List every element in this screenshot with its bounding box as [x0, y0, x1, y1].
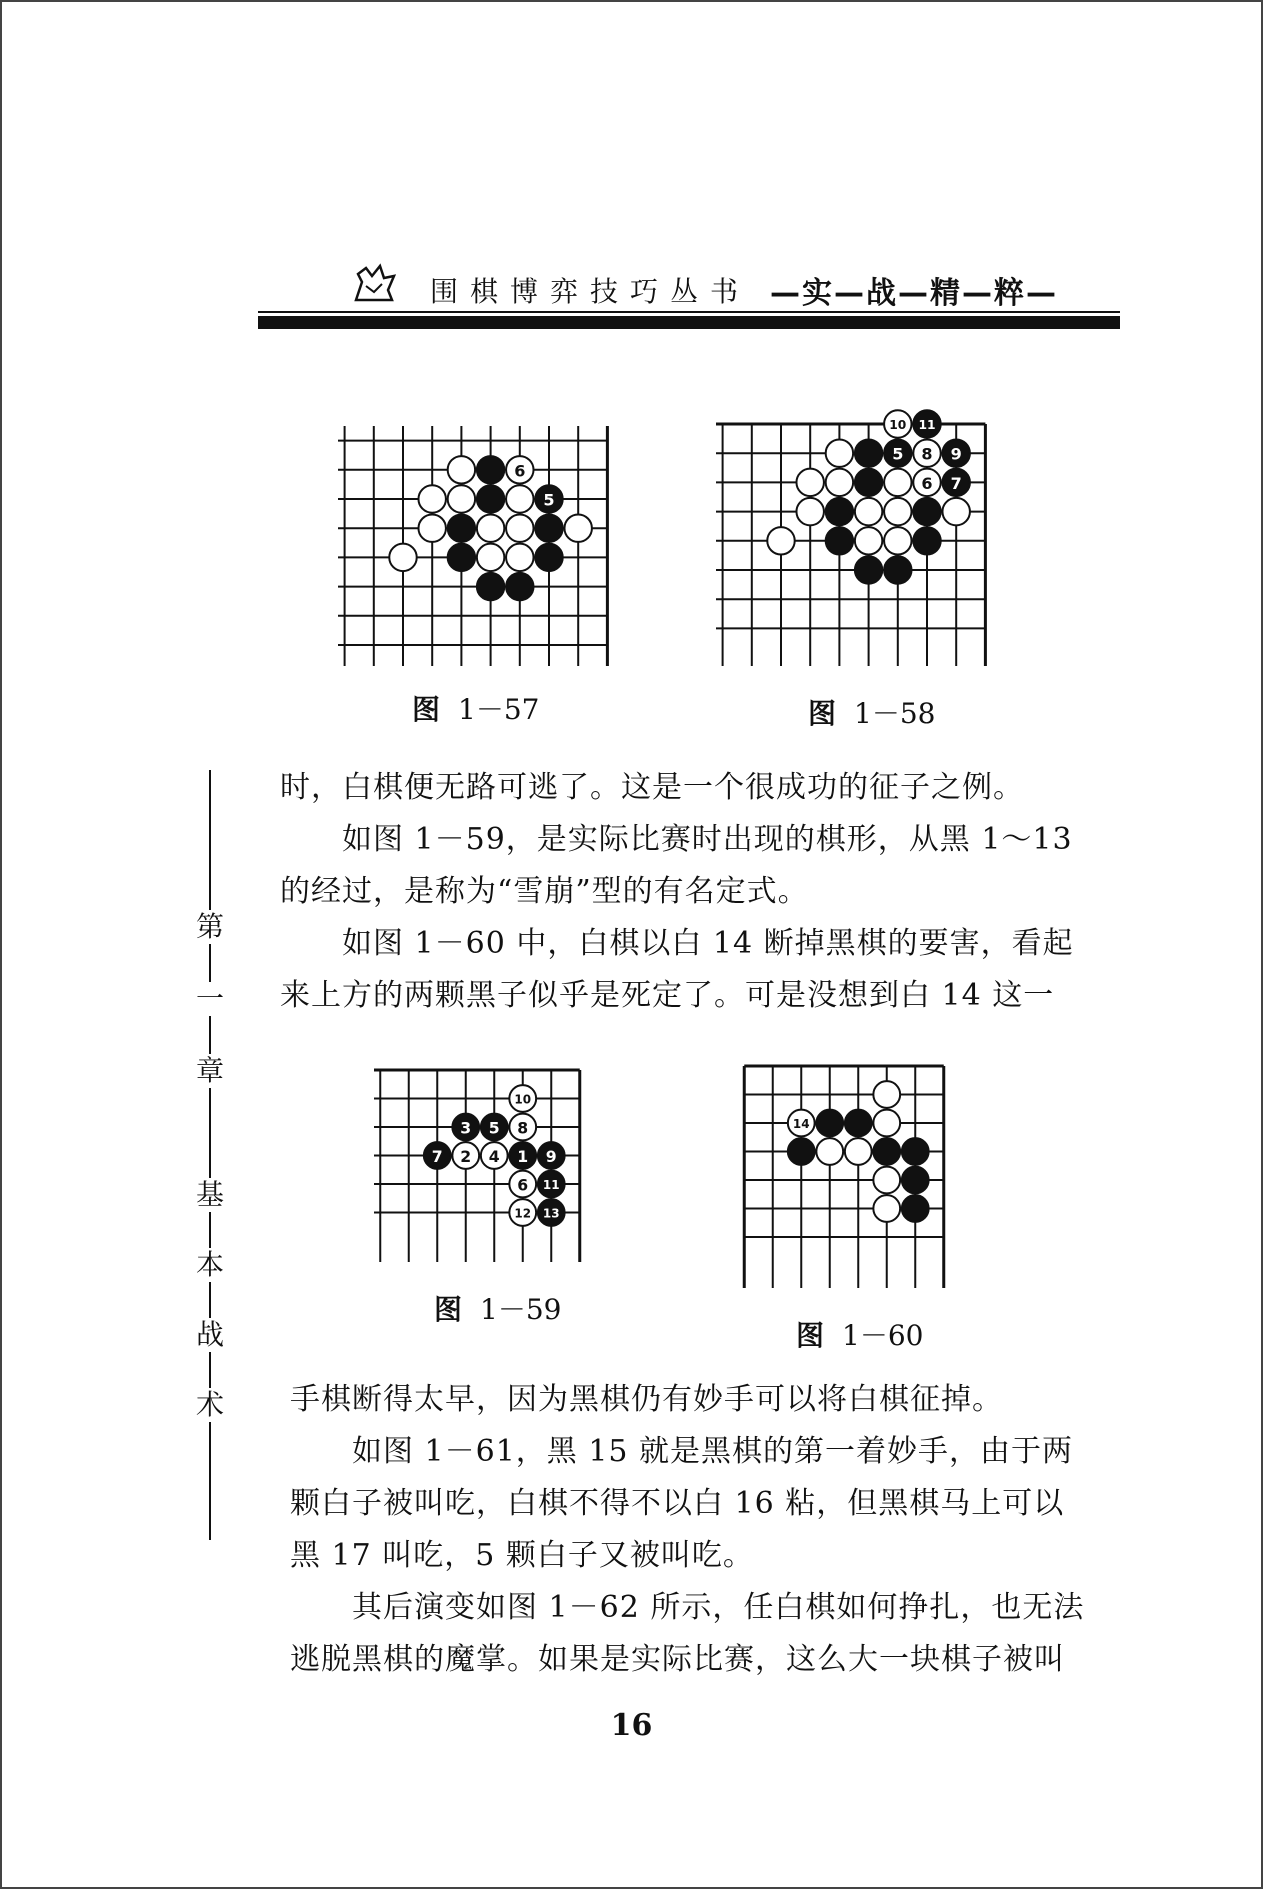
white-stone	[826, 469, 853, 496]
text-block-2	[290, 1374, 1130, 1686]
white-stone	[873, 1081, 900, 1108]
move-number-label: 14	[792, 1117, 810, 1131]
black-stone	[477, 456, 504, 483]
spine-line	[209, 770, 211, 1540]
black-stone	[535, 544, 562, 571]
white-stone	[855, 498, 882, 525]
black-stone	[448, 514, 475, 541]
black-stone	[884, 556, 911, 583]
paragraph-5-line-3: 黑 17 叫吃，5 颗白子又被叫吃。	[290, 1538, 754, 1573]
black-stone	[448, 544, 475, 571]
black-stone	[535, 514, 562, 541]
white-stone	[884, 527, 911, 554]
go-diagram-1-59	[374, 1062, 602, 1262]
header-rule	[258, 316, 1120, 329]
move-number-label: 1	[517, 1147, 529, 1166]
black-stone	[913, 527, 940, 554]
move-number-label: 3	[460, 1118, 472, 1138]
black-stone	[788, 1138, 815, 1165]
black-stone	[845, 1110, 872, 1137]
spine-char: 本	[190, 1248, 230, 1282]
white-stone	[884, 469, 911, 496]
figure-caption-1-60: 图 1－60	[796, 1319, 924, 1352]
white-stone	[942, 498, 969, 525]
black-stone	[506, 573, 533, 600]
paragraph-2-line-1: 如图 1－59，是实际比赛时出现的棋形，从黑 1～13	[342, 822, 1073, 857]
black-stone	[826, 498, 853, 525]
white-stone	[855, 527, 882, 554]
black-stone	[855, 556, 882, 583]
white-stone	[873, 1110, 900, 1137]
move-number-label: 10	[889, 418, 907, 432]
paragraph-3-line-1: 如图 1－60 中，白棋以白 14 断掉黑棋的要害，看起	[342, 926, 1074, 961]
move-number-label: 6	[514, 461, 526, 481]
figure-caption-1-59: 图 1－59	[434, 1293, 562, 1326]
black-stone	[477, 485, 504, 512]
header-rule-thin	[258, 311, 1120, 313]
move-number-label: 12	[514, 1206, 532, 1221]
spine-char: 章	[190, 1054, 230, 1088]
go-diagram-1-58	[716, 416, 1008, 666]
move-number-label: 2	[460, 1147, 472, 1166]
move-number-label: 11	[918, 418, 936, 432]
move-number-label: 6	[517, 1175, 529, 1195]
go-diagram-1-60	[738, 1058, 966, 1288]
move-number-label: 7	[431, 1147, 443, 1166]
move-number-label: 4	[488, 1147, 500, 1166]
white-stone	[796, 498, 823, 525]
series-title: 围棋博弈技巧丛书	[430, 275, 751, 308]
move-number-label: 10	[514, 1092, 532, 1107]
black-stone	[902, 1167, 929, 1194]
white-stone	[796, 469, 823, 496]
volume-title: —实—战—精—粹—	[770, 276, 1058, 311]
white-stone	[477, 514, 504, 541]
move-number-label: 7	[950, 473, 962, 493]
go-player-logo-icon	[350, 262, 400, 306]
page-number: 16	[610, 1708, 653, 1743]
black-stone	[902, 1138, 929, 1165]
running-header	[330, 262, 1130, 310]
move-number-label: 13	[542, 1206, 560, 1221]
spine-char: 战	[190, 1318, 230, 1352]
white-stone	[448, 485, 475, 512]
black-stone	[477, 573, 504, 600]
move-number-label: 6	[921, 473, 933, 493]
white-stone	[506, 485, 533, 512]
black-stone	[855, 439, 882, 466]
text-block-1	[280, 762, 1120, 1022]
figure-caption-1-58: 图 1－58	[808, 697, 936, 730]
go-diagram-1-57	[338, 426, 630, 666]
paragraph-1: 时，白棋便无路可逃了。这是一个很成功的征子之例。	[280, 770, 1024, 805]
move-number-label: 5	[543, 490, 555, 510]
black-stone	[816, 1110, 843, 1137]
white-stone	[506, 544, 533, 571]
spine-char: 第	[190, 910, 230, 944]
move-number-label: 11	[542, 1178, 560, 1192]
white-stone	[816, 1138, 843, 1165]
white-stone	[873, 1167, 900, 1194]
black-stone	[913, 498, 940, 525]
move-number-label: 9	[950, 444, 962, 464]
white-stone	[826, 439, 853, 466]
paragraph-6-line-2: 逃脱黑棋的魔掌。如果是实际比赛，这么大一块棋子被叫	[290, 1642, 1065, 1677]
black-stone	[902, 1195, 929, 1222]
white-stone	[845, 1138, 872, 1165]
chapter-side-spine	[190, 770, 230, 1540]
white-stone	[418, 485, 445, 512]
move-number-label: 8	[517, 1118, 529, 1138]
white-stone	[506, 514, 533, 541]
figure-caption-1-57: 图 1－57	[412, 693, 540, 726]
black-stone	[873, 1138, 900, 1165]
spine-char: 基	[190, 1178, 230, 1212]
white-stone	[884, 498, 911, 525]
move-number-label: 9	[545, 1147, 557, 1166]
spine-char: 一	[190, 982, 230, 1016]
white-stone	[767, 527, 794, 554]
black-stone	[855, 469, 882, 496]
paragraph-5-line-1: 如图 1－61，黑 15 就是黑棋的第一着妙手，由于两	[352, 1434, 1074, 1469]
white-stone	[477, 544, 504, 571]
white-stone	[418, 514, 445, 541]
paragraph-6-line-1: 其后演变如图 1－62 所示，任白棋如何挣扎，也无法	[352, 1590, 1085, 1625]
paragraph-2-line-2: 的经过，是称为“雪崩”型的有名定式。	[280, 874, 809, 909]
white-stone	[448, 456, 475, 483]
move-number-label: 8	[921, 444, 933, 464]
paragraph-5-line-2: 颗白子被叫吃，白棋不得不以白 16 粘，但黑棋马上可以	[290, 1486, 1065, 1521]
white-stone	[873, 1195, 900, 1222]
move-number-label: 5	[892, 444, 904, 464]
paragraph-3-line-2: 来上方的两颗黑子似乎是死定了。可是没想到白 14 这一	[280, 978, 1055, 1013]
paragraph-4: 手棋断得太早，因为黑棋仍有妙手可以将白棋征掉。	[290, 1382, 1003, 1417]
white-stone	[389, 544, 416, 571]
black-stone	[826, 527, 853, 554]
move-number-label: 5	[488, 1118, 500, 1138]
white-stone	[564, 514, 591, 541]
spine-char: 术	[190, 1388, 230, 1422]
